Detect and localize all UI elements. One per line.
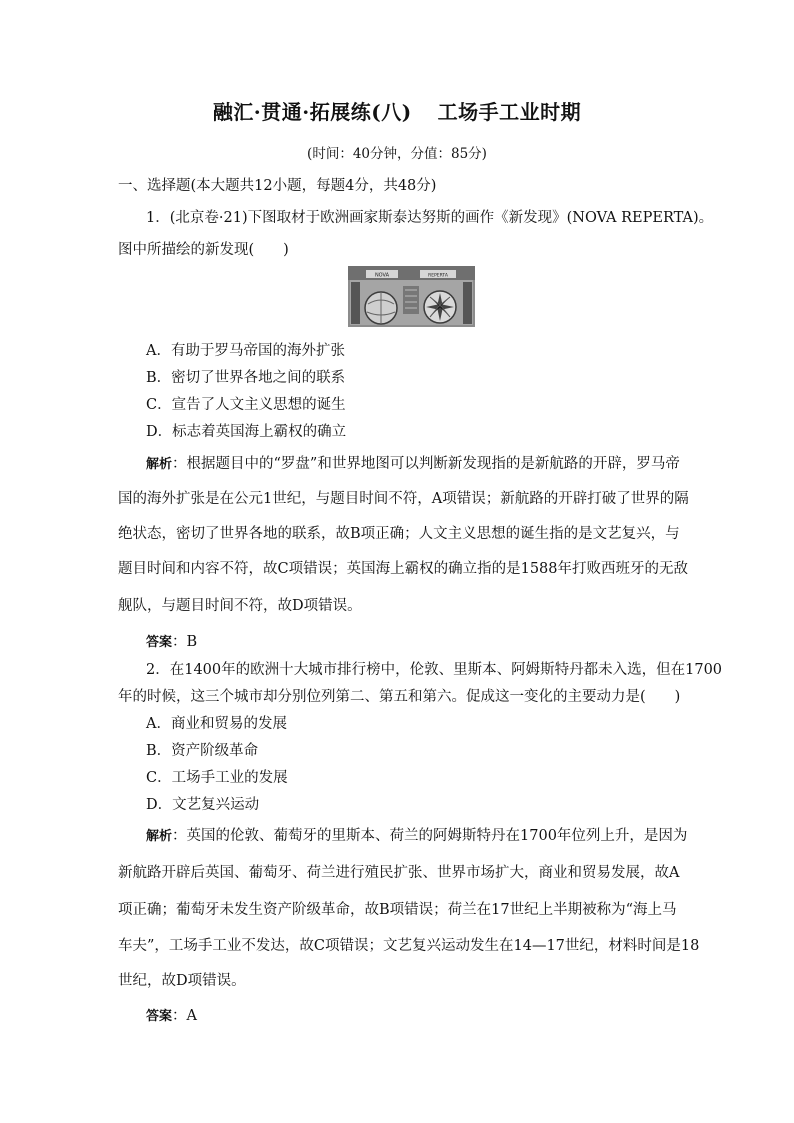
time-score-info: (时间：40分钟，分值：85分): [307, 146, 487, 162]
q1-option-d: D．标志着英国海上霸权的确立: [146, 424, 347, 440]
answer-label: 答案: [146, 635, 173, 650]
q1-option-a: A．有助于罗马帝国的海外扩张: [146, 343, 345, 359]
q1-stem-line1: 1．(北京卷·21)下图取材于欧洲画家斯泰达努斯的画作《新发现》(NOVA REPERTA)。: [146, 210, 714, 226]
q1-option-c: C．宣告了人文主义思想的诞生: [146, 397, 346, 413]
q2-option-c: C．工场手工业的发展: [146, 770, 288, 786]
q2-analysis-line3: 项正确；葡萄牙未发生资产阶级革命，故B项错误；荷兰在17世纪上半期被称为“海上马: [118, 902, 677, 918]
q1-analysis-line2: 国的海外扩张是在公元1世纪，与题目时间不符，A项错误；新航路的开辟打破了世界的隔: [118, 491, 689, 507]
answer-label: 答案: [146, 1009, 173, 1024]
page-title: [0, 96, 794, 125]
title-topic: 工场手工业时期: [437, 100, 582, 124]
q2-stem-line1: 2．在1400年的欧洲十大城市排行榜中，伦敦、里斯本、阿姆斯特丹都未入选，但在1700: [146, 662, 723, 678]
analysis-label: 解析: [146, 829, 173, 844]
q1-stem-line2: 图中所描绘的新发现( ): [118, 242, 289, 258]
banner-left-text: NOVA: [374, 272, 390, 279]
title-series: 融汇·贯通·拓展练(八): [212, 100, 412, 124]
q2-analysis-line1: 解析：英国的伦敦、葡萄牙的里斯本、荷兰的阿姆斯特丹在1700年位列上升，是因为: [146, 828, 688, 844]
q1-analysis-line5: 舰队，与题目时间不符，故D项错误。: [118, 598, 362, 614]
q1-analysis-line4: 题目时间和内容不符，故C项错误；英国海上霸权的确立指的是1588年打败西班牙的无敌: [118, 561, 688, 577]
q2-option-b: B．资产阶级革命: [146, 743, 259, 759]
q2-analysis-line4: 车夫”，工场手工业不发达，故C项错误；文艺复兴运动发生在14—17世纪，材料时间是18: [118, 938, 700, 954]
analysis-label: 解析: [146, 457, 173, 472]
q1-option-b: B．密切了世界各地之间的联系: [146, 370, 346, 386]
q2-stem-line2: 年的时候，这三个城市却分别位列第二、第五和第六。促成这一变化的主要动力是( ): [118, 689, 681, 705]
q2-option-d: D．文艺复兴运动: [146, 797, 260, 813]
banner-right-text: REPERTA: [428, 273, 448, 279]
nova-reperta-image: [348, 266, 475, 327]
q2-analysis-line5: 世纪，故D项错误。: [118, 973, 246, 989]
q2-answer: 答案：A: [146, 1008, 197, 1024]
q1-analysis-line3: 绝状态，密切了世界各地的联系，故B项正确；人文主义思想的诞生指的是文艺复兴，与: [118, 526, 680, 542]
q2-option-a: A．商业和贸易的发展: [146, 716, 287, 732]
q1-answer: 答案：B: [146, 634, 198, 650]
q2-analysis-line2: 新航路开辟后英国、葡萄牙、荷兰进行殖民扩张、世界市场扩大，商业和贸易发展，故A: [118, 865, 680, 881]
section-heading: 一、选择题(本大题共12小题，每题4分，共48分): [118, 178, 437, 194]
q1-analysis-line1: 解析：根据题目中的“罗盘”和世界地图可以判断新发现指的是新航路的开辟，罗马帝: [146, 456, 680, 472]
